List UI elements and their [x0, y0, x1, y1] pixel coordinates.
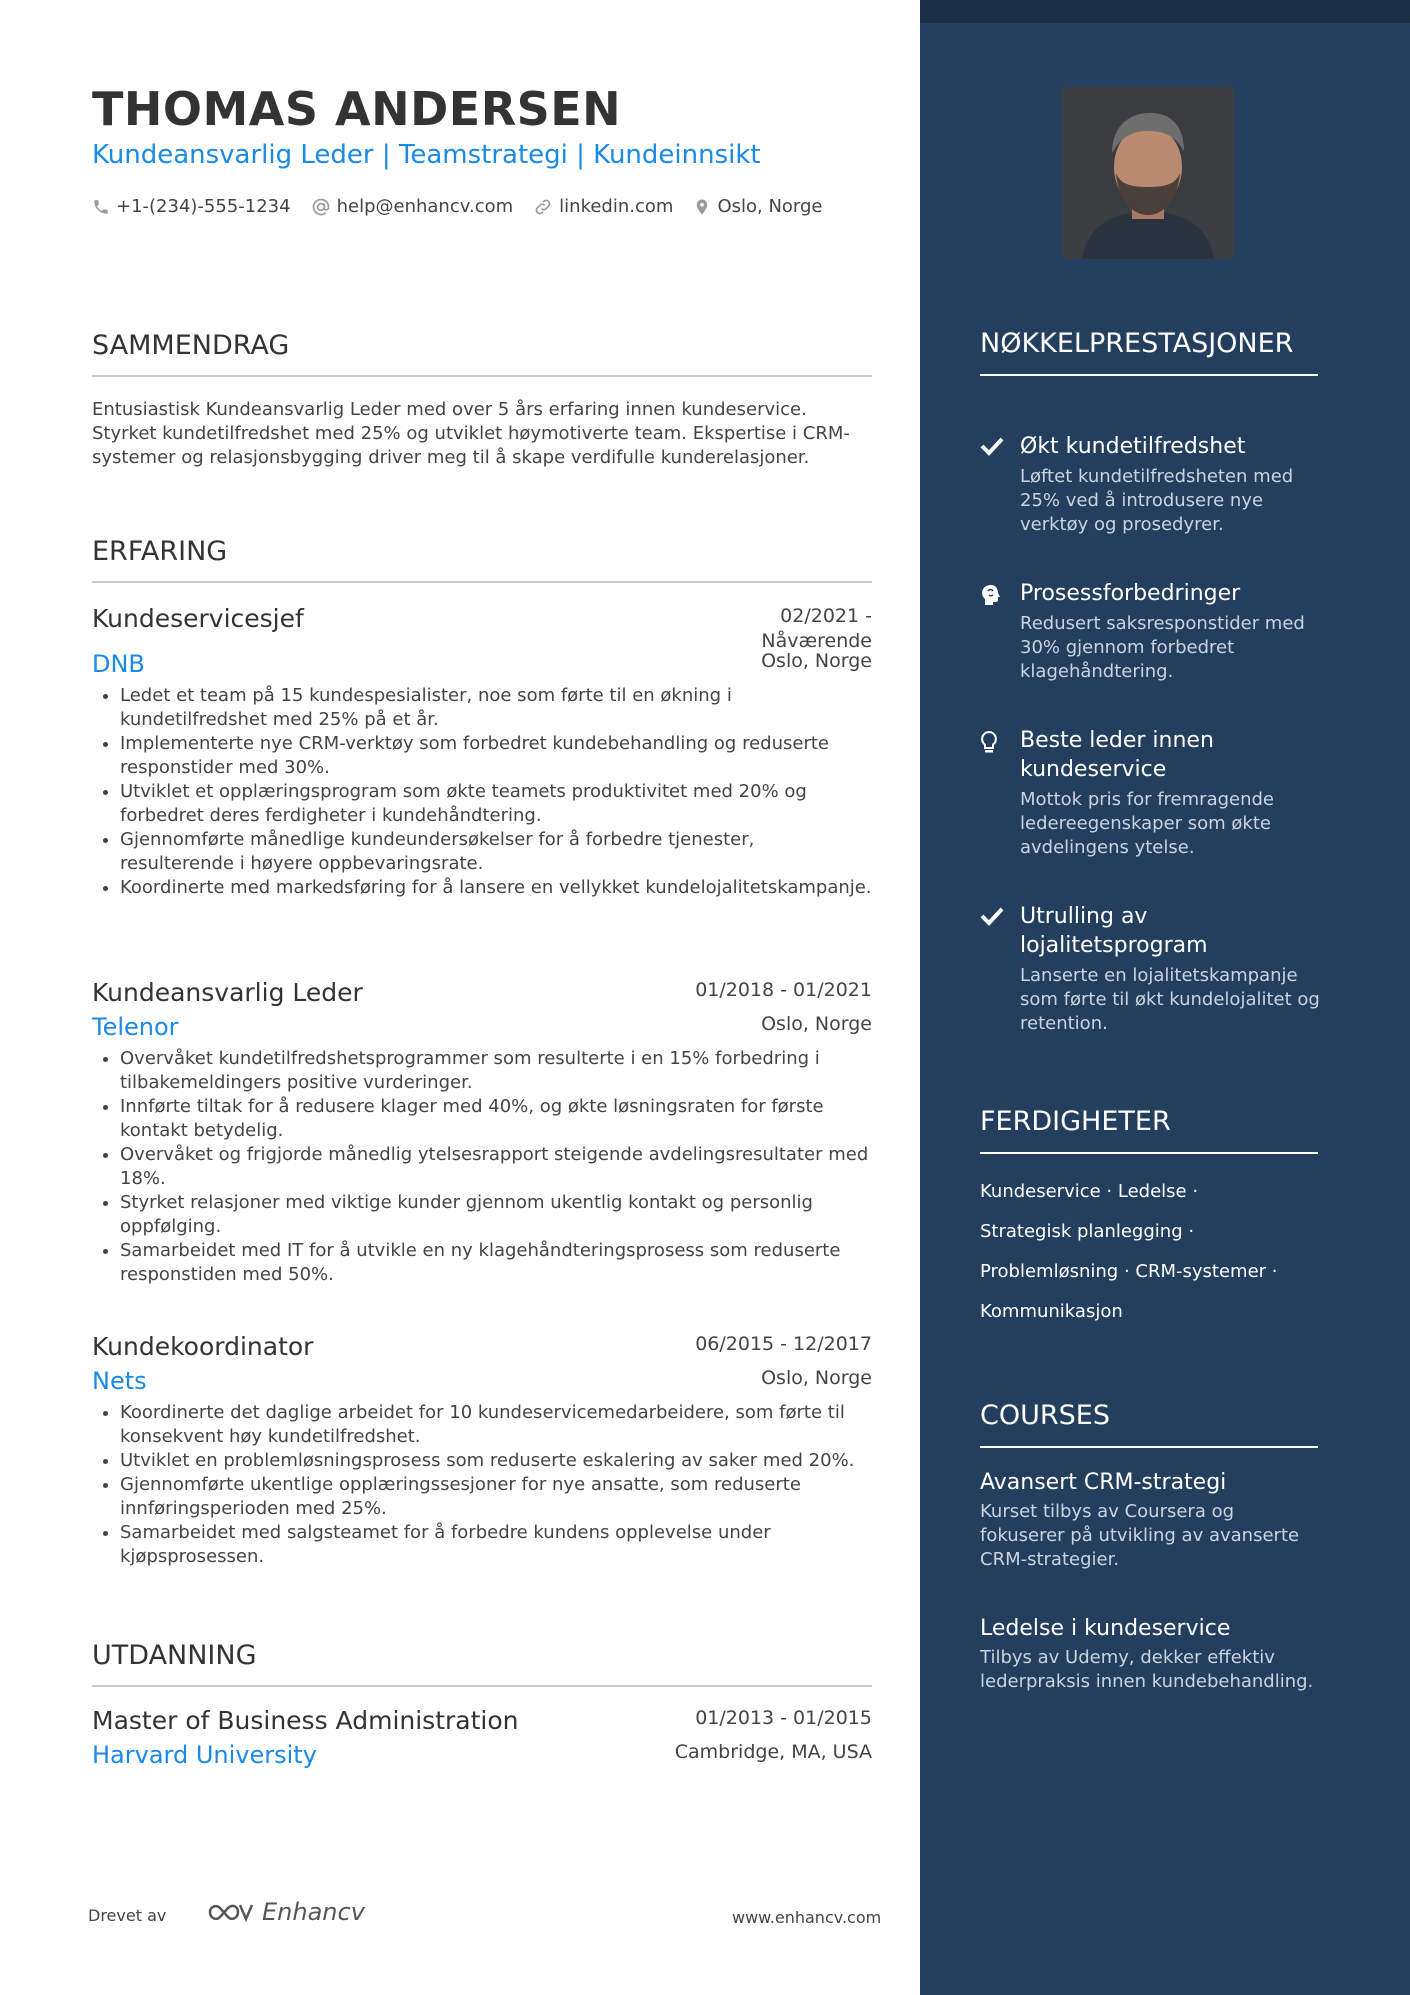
contact-location [693, 196, 822, 217]
job-title: Kundekoordinator [92, 1332, 314, 1361]
degree-title: Master of Business Administration [92, 1706, 519, 1735]
bullet-item: • Overvåket kundetilfredshetsprogrammer som resulterte i en 15% forbedring i tilbakemeldingers positive vurderinger. [120, 1047, 872, 1095]
job-date: 02/2021 - Nåværende [761, 605, 872, 652]
job-location: Oslo, Norge [761, 1367, 872, 1389]
linkedin-text: linkedin.com [559, 196, 674, 217]
skills-line: Kommunikasjon [980, 1301, 1123, 1322]
bullet-item: • Samarbeidet med salgsteamet for å forbedre kundens opplevelse under kjøpsprosessen. [120, 1521, 872, 1569]
bullet-item: • Overvåket og frigjorde månedlig ytelsesrapport steigende avdelingsresultater med 18%. [120, 1143, 872, 1191]
lightbulb-icon [980, 730, 998, 754]
school-name: Harvard University [92, 1741, 317, 1769]
course-title: Ledelse i kundeservice [980, 1616, 1231, 1641]
job-location: Oslo, Norge [761, 1013, 872, 1035]
avatar [1062, 87, 1234, 259]
bullet-item: • Gjennomførte månedlige kundeundersøkelser for å forbedre tjenester, resulterende i høyere oppbevaringsrate. [120, 828, 872, 876]
job-title: Kundeservicesjef [92, 604, 304, 633]
job-title: Kundeansvarlig Leder [92, 978, 363, 1007]
courses-heading: COURSES [980, 1398, 1318, 1448]
contact-linkedin[interactable] [533, 196, 673, 217]
company-name: Telenor [92, 1013, 179, 1041]
bullet-item: • Koordinerte med markedsføring for å lansere en vellykket kundelojalitetskampanje. [120, 876, 872, 900]
bullet-item: • Koordinerte det daglige arbeidet for 10 kundeservicemedarbeidere, som førte til konsekvent høy kundetilfredshet. [120, 1401, 872, 1449]
skills-line: Strategisk planlegging · [980, 1221, 1195, 1242]
bullet-item: • Innførte tiltak for å redusere klager med 40%, og økte løsningsraten for første kontakt betydelig. [120, 1095, 872, 1143]
achievement-item [980, 432, 1320, 537]
phone-text: +1-(234)-555-1234 [116, 196, 291, 217]
summary-text: Entusiastisk Kundeansvarlig Leder med over 5 års erfaring innen kundeservice. Styrket kundetilfredshet med 25% og utviklet høymotiverte team. Ekspertise i CRM-systemer og relasjonsbygging driver meg til å skape verdifulle kunderelasjoner. [92, 399, 850, 468]
bullet-item: • Samarbeidet med IT for å utvikle en ny klagehåndteringsprosess som reduserte responstiden med 50%. [120, 1239, 872, 1287]
skills-list [980, 1172, 1310, 1332]
achievement-desc: Løftet kundetilfredsheten med 25% ved å introdusere nye verktøy og prosedyrer. [1020, 466, 1294, 535]
education-heading: UTDANNING [92, 1640, 872, 1687]
bullet-item: • Utviklet en problemløsningsprosess som reduserte eskalering av saker med 20%. [120, 1449, 872, 1473]
powered-by-label: Drevet av [88, 1906, 167, 1925]
check-icon [980, 906, 1004, 926]
experience-heading: ERFARING [92, 536, 872, 583]
bullet-item: • Implementerte nye CRM-verktøy som forbedret kundebehandling og reduserte responstider med 30%. [120, 732, 872, 780]
brain-icon [980, 583, 1002, 607]
course-desc: Kurset tilbys av Coursera og fokuserer på utvikling av avanserte CRM-strategier. [980, 1501, 1300, 1570]
job-bullets [92, 684, 872, 900]
education-date: 01/2013 - 01/2015 [695, 1707, 872, 1729]
achievement-desc: Mottok pris for fremragende ledereegenskaper som økte avdelingens ytelse. [1020, 789, 1275, 858]
email-text: help@enhancv.com [336, 196, 514, 217]
job-date: 01/2018 - 01/2021 [695, 979, 872, 1001]
achievement-title: Økt kundetilfredshet [1020, 434, 1246, 459]
job-date: 06/2015 - 12/2017 [695, 1333, 872, 1355]
sidebar-top-bar [920, 0, 1410, 23]
job-entry [92, 604, 872, 900]
skills-heading: FERDIGHETER [980, 1104, 1318, 1154]
contact-phone[interactable] [92, 196, 291, 217]
achievements-heading: NØKKELPRESTASJONER [980, 326, 1318, 376]
link-icon [533, 197, 553, 217]
course-item [980, 1468, 1320, 1572]
achievement-item [980, 902, 1320, 1036]
summary-heading: SAMMENDRAG [92, 330, 872, 377]
at-icon [311, 197, 331, 217]
job-entry [92, 1332, 872, 1569]
achievement-item [980, 726, 1320, 860]
skills-line: Kundeservice · Ledelse · [980, 1181, 1199, 1202]
profile-photo [1062, 87, 1234, 259]
achievement-title: Prosessforbedringer [1020, 581, 1241, 606]
headline: Kundeansvarlig Leder | Teamstrategi | Kundeinnsikt [92, 140, 761, 170]
job-entry [92, 978, 872, 1287]
bullet-item: • Utviklet et opplæringsprogram som økte teamets produktivitet med 20% og forbedret deres ferdigheter i kundehåndtering. [120, 780, 872, 828]
job-bullets [92, 1401, 872, 1569]
check-icon [980, 436, 1004, 456]
company-name: DNB [92, 650, 145, 678]
education-entry [92, 1706, 872, 1769]
brand-name: Enhancv [262, 1898, 365, 1926]
location-pin-icon [693, 197, 711, 217]
bullet-item: • Gjennomførte ukentlige opplæringssesjoner for nye ansatte, som reduserte innføringsperioden med 25%. [120, 1473, 872, 1521]
footer-url[interactable]: www.enhancv.com [732, 1908, 882, 1927]
achievement-title: Utrulling av lojalitetsprogram [1020, 904, 1208, 958]
course-desc: Tilbys av Udemy, dekker effektiv lederpraksis innen kundebehandling. [980, 1647, 1314, 1692]
company-name: Nets [92, 1367, 147, 1395]
bullet-item: • Styrket relasjoner med viktige kunder gjennom ukentlig kontakt og personlig oppfølging. [120, 1191, 872, 1239]
course-title: Avansert CRM-strategi [980, 1470, 1227, 1495]
achievement-title: Beste leder innen kundeservice [1020, 728, 1214, 782]
education-location: Cambridge, MA, USA [674, 1741, 872, 1763]
course-item [980, 1614, 1320, 1694]
achievement-desc: Lanserte en lojalitetskampanje som førte til økt kundelojalitet og retention. [1020, 965, 1320, 1034]
location-text: Oslo, Norge [717, 196, 823, 217]
bullet-item: • Ledet et team på 15 kundespesialister, noe som førte til en økning i kundetilfredshet med 25% på et år. [120, 684, 872, 732]
candidate-name: THOMAS ANDERSEN [92, 82, 622, 136]
contact-email[interactable] [311, 196, 514, 217]
enhancv-logo[interactable] [206, 1898, 365, 1926]
achievement-item [980, 579, 1320, 684]
skills-line: Problemløsning · CRM-systemer · [980, 1261, 1278, 1282]
contact-bar [92, 196, 843, 217]
achievement-desc: Redusert saksresponstider med 30% gjennom forbedret klagehåndtering. [1020, 613, 1305, 682]
phone-icon [92, 198, 110, 216]
job-bullets [92, 1047, 872, 1287]
job-location: Oslo, Norge [761, 650, 872, 672]
enhancv-logo-icon [206, 1900, 254, 1924]
